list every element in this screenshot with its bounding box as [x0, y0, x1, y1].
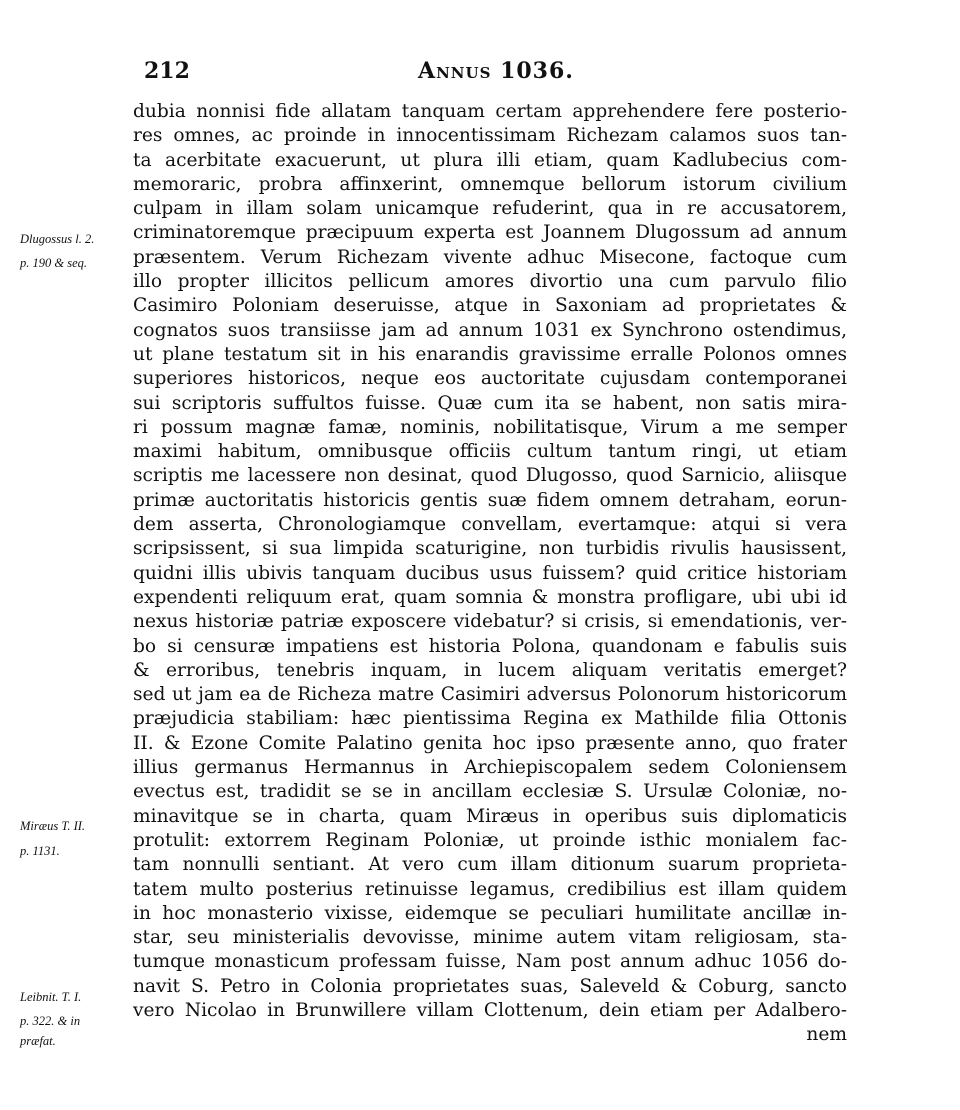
text-line: nem — [806, 1024, 847, 1046]
text-line: tatem multo posterius retinuisse legamus, credibilius est illam quidem — [133, 878, 847, 900]
text-line: bo si censuræ impatiens est historia Polona, quandonam e fabulis suis — [133, 635, 847, 657]
text-line: criminatoremque præcipuum experta est Joannem Dlugossum ad annum — [133, 222, 847, 244]
text-line: præsentem. Verum Richezam vivente adhuc Misecone, factoque cum — [133, 246, 847, 268]
margin-notes — [0, 0, 140, 1110]
text-line: evectus est, tradidit se se in ancillam ecclesiæ S. Ursulæ Coloniæ, no- — [133, 781, 847, 803]
text-line: illo propter illicitos pellicum amores divortio una cum parvulo filio — [133, 271, 847, 293]
text-line: res omnes, ac proinde in innocentissimam Richezam calamos suos tan- — [133, 125, 847, 147]
text-line: in hoc monasterio vixisse, eidemque se peculiari humilitate ancillæ in- — [133, 902, 847, 924]
margin-note: p. 322. & in — [20, 1014, 81, 1028]
text-line: navit S. Petro in Colonia proprietates suas, Saleveld & Coburg, sancto — [133, 975, 847, 997]
text-line: II. & Ezone Comite Palatino genita hoc ipso præsente anno, quo frater — [133, 732, 847, 754]
text-line: ta acerbitate exacuerunt, ut plura illi etiam, quam Kadlubecius com- — [133, 149, 847, 171]
page-header — [130, 58, 850, 88]
text-line: minavitque se in charta, quam Miræus in operibus suis diplomaticis — [133, 805, 847, 827]
margin-note: p. 190 & seq. — [20, 256, 88, 270]
margin-note: præfat. — [20, 1034, 56, 1048]
text-line: primæ auctoritatis historicis gentis suæ fidem omnem detraham, eorun- — [133, 489, 847, 511]
text-line: illius germanus Hermannus in Archiepiscopalem sedem Coloniensem — [133, 757, 847, 779]
text-line: star, seu ministerialis devovisse, minime autem vitam religiosam, sta- — [133, 927, 847, 949]
text-line: superiores historicos, neque eos auctoritate cujusdam contemporanei — [133, 368, 847, 390]
text-line: ri possum magnæ famæ, nominis, nobilitatisque, Virum a me semper — [133, 416, 847, 438]
text-line: tumque monasticum professam fuisse, Nam post annum adhuc 1056 do- — [133, 951, 847, 973]
text-line: quidni illis ubivis tanquam ducibus usus fuissem? quid critice historiam — [133, 562, 847, 584]
text-line: vero Nicolao in Brunwillere villam Clottenum, dein etiam per Adalbero- — [133, 999, 847, 1021]
text-line: protulit: extorrem Reginam Poloniæ, ut proinde isthic monialem fac- — [133, 829, 847, 851]
text-line: tam nonnulli sentiant. At vero cum illam ditionum suarum proprieta- — [133, 854, 847, 876]
text-line: ut plane testatum sit in his enarandis gravissime erralle Polonos omnes — [133, 343, 847, 365]
text-line: scriptis me lacessere non desinat, quod Dlugosso, quod Sarnicio, aliisque — [133, 465, 847, 487]
text-line: præjudicia stabiliam: hæc pientissima Regina ex Mathilde filia Ottonis — [133, 708, 847, 730]
margin-note: p. 1131. — [20, 844, 60, 858]
running-head: Annus 1036. — [418, 58, 574, 84]
text-line: Casimiro Poloniam deseruisse, atque in Saxoniam ad proprietates & — [133, 295, 847, 317]
text-line: maximi habitum, omnibusque officiis cultum tantum ringi, ut etiam — [133, 441, 847, 463]
text-line: cognatos suos transiisse jam ad annum 1031 ex Synchrono ostendimus, — [133, 319, 847, 341]
text-line: sui scriptoris suffultos fuisse. Quæ cum ita se habent, non satis mira- — [133, 392, 847, 414]
text-line: expendenti reliquum erat, quam somnia & monstra profligare, ubi ubi id — [133, 586, 847, 608]
text-line: & erroribus, tenebris inquam, in lucem aliquam veritatis emerget? — [133, 659, 847, 681]
margin-note: Dlugossus l. 2. — [20, 232, 95, 246]
margin-note: Leibnit. T. I. — [20, 990, 82, 1004]
text-line: dem asserta, Chronologiamque convellam, evertamque: atqui si vera — [133, 514, 847, 536]
margin-note: Miræus T. II. — [20, 819, 86, 833]
text-line: sed ut jam ea de Richeza matre Casimiri adversus Polonorum historicorum — [133, 684, 847, 706]
text-line: dubia nonnisi fide allatam tanquam certam apprehendere fere posterio- — [133, 101, 847, 122]
page-number: 212 — [144, 58, 190, 84]
text-line: memoraric, probra affinxerint, omnemque bellorum istorum civilium — [133, 173, 847, 195]
text-line: culpam in illam solam unicamque refuderint, qua in re accusatorem, — [133, 198, 847, 220]
text-line: nexus historiæ patriæ exposcere videbatur? si crisis, si emendationis, ver- — [133, 611, 847, 633]
body-text — [133, 100, 847, 1048]
text-line: scripsissent, si sua limpida scaturigine, non turbidis rivulis hausissent, — [133, 538, 847, 560]
